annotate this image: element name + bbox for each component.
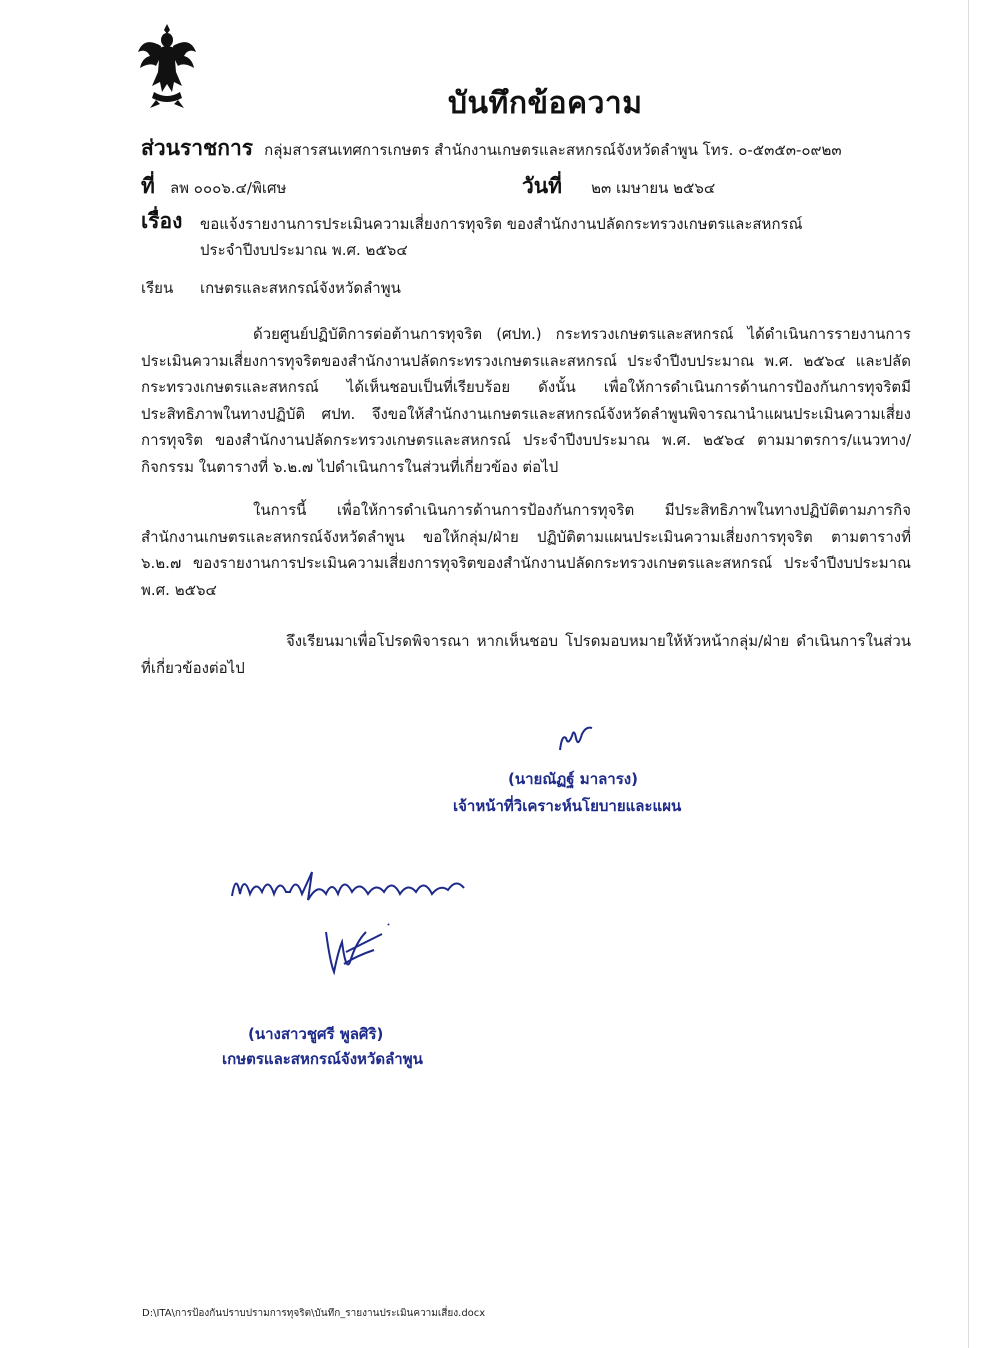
reference-value: ลพ ๐๐๐๖.๔/พิเศษ bbox=[169, 179, 287, 197]
handwritten-approval-note bbox=[228, 866, 468, 906]
agency-row bbox=[141, 132, 842, 165]
addressee-value: เกษตรและสหกรณ์จังหวัดลำพูน bbox=[200, 279, 401, 297]
subject-line-1: ขอแจ้งรายงานการประเมินความเสี่ยงการทุจริต ของสำนักงานปลัดกระทรวงเกษตรและสหกรณ์ bbox=[200, 215, 803, 233]
approver-name: (นางสาวชูศรี พูลศิริ) bbox=[248, 1025, 384, 1043]
date-row bbox=[522, 170, 715, 203]
addressee-row bbox=[141, 276, 173, 300]
signature-mark bbox=[556, 724, 596, 754]
body-paragraph-3: จึงเรียนมาเพื่อโปรดพิจารณา หากเห็นชอบ โปรดมอบหมายให้หัวหน้ากลุ่ม/ฝ่าย ดำเนินการในส่วนที่เกี่ยวข้องต่อไป bbox=[141, 632, 911, 677]
signer-name: (นายณัฏฐ์ มาลารง) bbox=[508, 770, 638, 788]
memo-title: บันทึกข้อความ bbox=[448, 86, 643, 121]
signer-position: เจ้าหน้าที่วิเคราะห์นโยบายและแผน bbox=[453, 797, 682, 815]
body-paragraph-1: ด้วยศูนย์ปฏิบัติการต่อต้านการทุจริต (ศปท.) กระทรวงเกษตรและสหกรณ์ ได้ดำเนินการรายงานการประเมินความเสี่ยงการทุจริตของสำนักงานปลัดกระทรวงเกษตรและสหกรณ์ ประจำปีงบประมาณ พ.ศ. ๒๕๖๔ และปลัดกระทรวงเกษตรและสหกรณ์ ได้เห็นชอบเป็นที่เรียบร้อย ดังนั้น เพื่อให้การดำเนินการด้านการป้องกันการทุจริตมีประสิทธิภาพในทางปฏิบัติ ศปท. จึงขอให้สำนักงานเกษตรและสหกรณ์จังหวัดลำพูนพิจารณานำแผนประเมินความเสี่ยงการทุจริต ของสำนักงานปลัดกระทรวงเกษตรและสหกรณ์ ประจำปีงบประมาณ พ.ศ. ๒๕๖๔ ตามมาตรการ/แนวทาง/กิจกรรม ในตารางที่ ๖.๒.๗ ไปดำเนินการในส่วนที่เกี่ยวข้อง ต่อไป bbox=[141, 325, 911, 476]
body-paragraph-2: ในการนี้ เพื่อให้การดำเนินการด้านการป้องกันการทุจริต มีประสิทธิภาพในทางปฏิบัติตามภารกิจสำนักงานเกษตรและสหกรณ์จังหวัดลำพูน ขอให้กลุ่ม/ฝ่าย ปฏิบัติตามแผนประเมินความเสี่ยงการทุจริต ตามตารางที่ ๖.๒.๗ ของรายงานการประเมินความเสี่ยงการทุจริตของสำนักงานปลัดกระทรวงเกษตรและสหกรณ์ ประจำปีงบประมาณ พ.ศ. ๒๕๖๔ bbox=[141, 501, 911, 599]
agency-value: กลุ่มสารสนเทศการเกษตร สำนักงานเกษตรและสหกรณ์จังหวัดลำพูน โทร. ๐-๕๓๕๓-๐๙๒๓ bbox=[264, 141, 842, 159]
approver-position: เกษตรและสหกรณ์จังหวัดลำพูน bbox=[222, 1050, 423, 1068]
page-edge-line bbox=[968, 0, 969, 1348]
date-label: วันที่ bbox=[522, 174, 562, 198]
subject-row bbox=[141, 205, 182, 238]
subject-label: เรื่อง bbox=[141, 209, 183, 233]
reference-label: ที่ bbox=[141, 174, 155, 198]
date-value: ๒๓ เมษายน ๒๕๖๔ bbox=[591, 179, 716, 197]
agency-label: ส่วนราชการ bbox=[141, 136, 254, 160]
handwritten-note-text bbox=[0, 0, 1, 1]
approver-signature-mark bbox=[316, 912, 396, 992]
addressee-label: เรียน bbox=[141, 279, 174, 297]
file-path-footer: D:\ITA\การป้องกันปราบปรามการทุจริต\บันทึก_รายงานประเมินความเสี่ยง.docx bbox=[142, 1308, 486, 1319]
garuda-emblem-icon bbox=[136, 22, 198, 108]
reference-row bbox=[141, 170, 286, 203]
subject-line-2: ประจำปีงบประมาณ พ.ศ. ๒๕๖๔ bbox=[200, 241, 408, 259]
